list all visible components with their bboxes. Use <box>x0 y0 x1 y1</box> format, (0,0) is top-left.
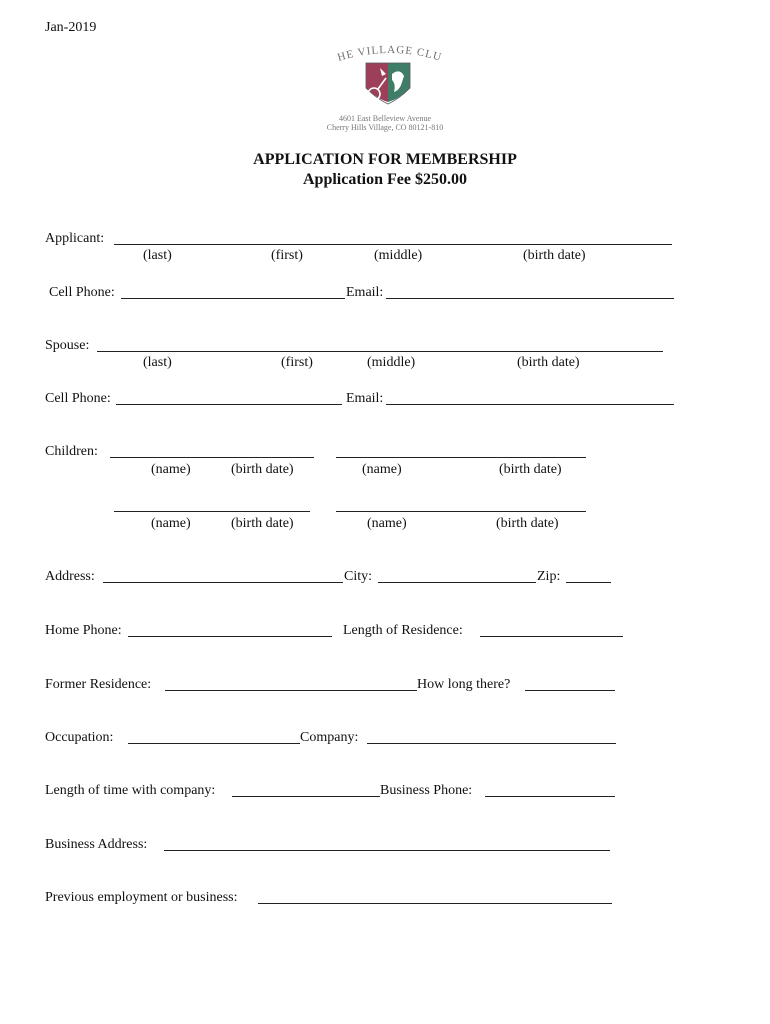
applicant-label: Applicant: <box>45 231 105 246</box>
applicant-cell-phone-field[interactable] <box>121 298 345 299</box>
address-field[interactable] <box>103 582 343 583</box>
zip-label: Zip: <box>537 569 561 584</box>
spouse-last-caption: (last) <box>143 355 172 370</box>
child-2-birth-date-caption: (birth date) <box>499 462 562 477</box>
spouse-first-caption: (first) <box>281 355 313 370</box>
children-label: Children: <box>45 444 98 459</box>
home-phone-label: Home Phone: <box>45 623 122 638</box>
home-phone-field[interactable] <box>128 636 332 637</box>
applicant-middle-caption: (middle) <box>374 248 423 263</box>
previous-employment-field[interactable] <box>258 903 612 904</box>
business-address-label: Business Address: <box>45 837 148 852</box>
former-residence-label: Former Residence: <box>45 677 152 692</box>
city-field[interactable] <box>378 582 536 583</box>
spouse-field[interactable] <box>97 351 663 352</box>
applicant-email-field[interactable] <box>386 298 674 299</box>
child-3-birth-date-caption: (birth date) <box>231 516 294 531</box>
business-phone-field[interactable] <box>485 796 615 797</box>
length-with-company-field[interactable] <box>232 796 380 797</box>
city-label: City: <box>344 569 373 584</box>
how-long-there-field[interactable] <box>525 690 615 691</box>
form-date: Jan-2019 <box>45 20 97 35</box>
address-label: Address: <box>45 569 95 584</box>
company-label: Company: <box>300 730 359 745</box>
business-phone-label: Business Phone: <box>380 783 473 798</box>
child-3-field[interactable] <box>114 511 310 512</box>
child-1-name-caption: (name) <box>151 462 191 477</box>
applicant-first-caption: (first) <box>271 248 303 263</box>
previous-employment-label: Previous employment or business: <box>45 890 238 905</box>
spouse-birth-date-caption: (birth date) <box>517 355 580 370</box>
child-4-field[interactable] <box>336 511 586 512</box>
club-address-line-1: 4601 East Belleview Avenue <box>338 114 432 123</box>
child-3-name-caption: (name) <box>151 516 191 531</box>
logo-name: HE VILLAGE CLU <box>336 44 444 64</box>
spouse-label: Spouse: <box>45 338 90 353</box>
applicant-birth-date-caption: (birth date) <box>523 248 586 263</box>
applicant-cell-phone-label: Cell Phone: <box>49 285 115 300</box>
spouse-cell-phone-field[interactable] <box>116 404 342 405</box>
applicant-last-caption: (last) <box>143 248 172 263</box>
applicant-field[interactable] <box>114 244 672 245</box>
length-of-residence-field[interactable] <box>480 636 623 637</box>
spouse-middle-caption: (middle) <box>367 355 416 370</box>
length-of-residence-label: Length of Residence: <box>343 623 463 638</box>
spouse-email-label: Email: <box>346 391 384 406</box>
child-1-field[interactable] <box>110 457 314 458</box>
application-fee: Application Fee $250.00 <box>303 171 467 188</box>
form-title: APPLICATION FOR MEMBERSHIP <box>253 151 517 168</box>
how-long-there-label: How long there? <box>417 677 511 692</box>
occupation-label: Occupation: <box>45 730 114 745</box>
business-address-field[interactable] <box>164 850 610 851</box>
club-logo <box>330 44 450 114</box>
length-with-company-label: Length of time with company: <box>45 783 216 798</box>
child-2-name-caption: (name) <box>362 462 402 477</box>
village-club-crest-icon <box>330 44 450 114</box>
child-4-birth-date-caption: (birth date) <box>496 516 559 531</box>
applicant-email-label: Email: <box>346 285 384 300</box>
child-2-field[interactable] <box>336 457 586 458</box>
company-field[interactable] <box>367 743 616 744</box>
child-4-name-caption: (name) <box>367 516 407 531</box>
zip-field[interactable] <box>566 582 611 583</box>
club-address-line-2: Cherry Hills Village, CO 80121-810 <box>326 123 444 132</box>
spouse-cell-phone-label: Cell Phone: <box>45 391 111 406</box>
child-1-birth-date-caption: (birth date) <box>231 462 294 477</box>
occupation-field[interactable] <box>128 743 300 744</box>
former-residence-field[interactable] <box>165 690 417 691</box>
spouse-email-field[interactable] <box>386 404 674 405</box>
